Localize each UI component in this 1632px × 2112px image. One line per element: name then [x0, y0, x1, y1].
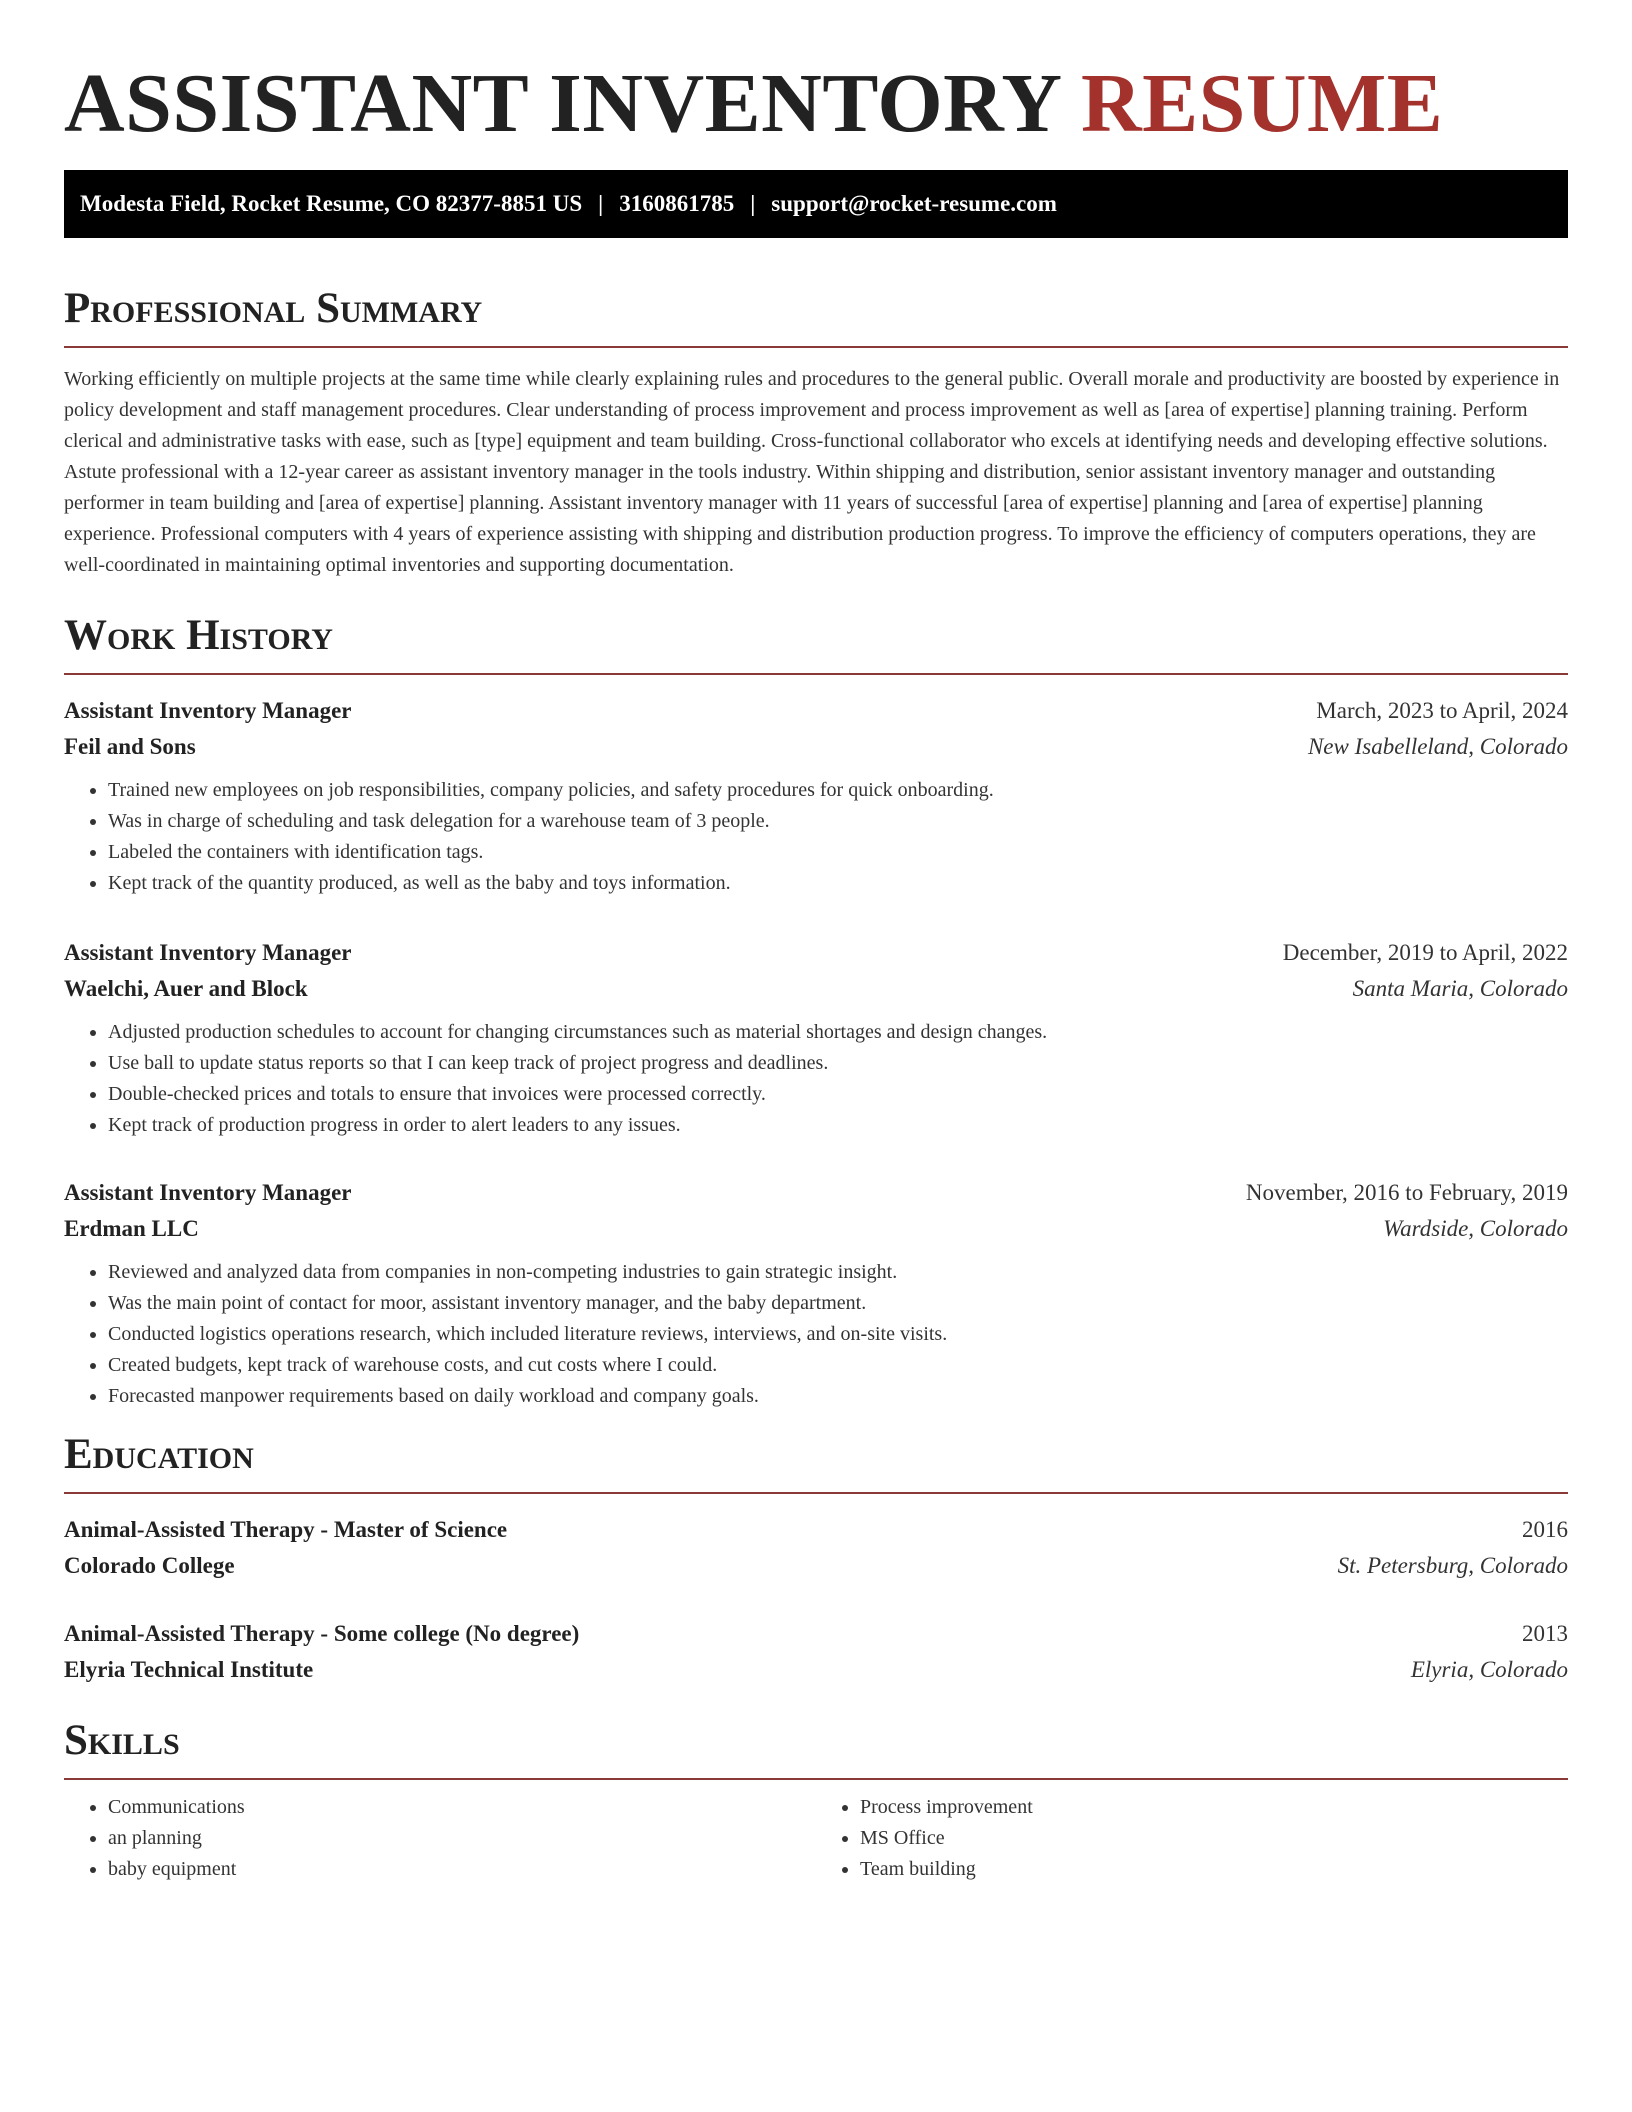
title-main: ASSISTANT INVENTORY [64, 57, 1060, 150]
skills-list-left [64, 1792, 816, 1885]
education-year: 2013 [1522, 1621, 1568, 1646]
job-bullet: • Reviewed and analyzed data from companies in non-competing industries to gain strategic insight. [108, 1257, 1568, 1288]
job-company: Feil and Sons [64, 734, 196, 759]
skill-item: • Communications [108, 1792, 816, 1823]
contact-separator: | [598, 191, 604, 216]
skill-item: • Process improvement [860, 1792, 1568, 1823]
job-bullet: • Trained new employees on job responsibilities, company policies, and safety procedures for quick onboarding. [108, 775, 1568, 806]
job-title: Assistant Inventory Manager [64, 698, 352, 723]
job-location: Santa Maria, Colorado [1352, 976, 1568, 1001]
contact-address: Modesta Field, Rocket Resume, CO 82377-8851 US [80, 191, 583, 216]
skills-list-right [816, 1792, 1568, 1885]
contact-phone: 3160861785 [619, 191, 735, 216]
summary-heading: Professional Summary [64, 284, 1568, 348]
contact-separator: | [750, 191, 756, 216]
job-location: Wardside, Colorado [1383, 1216, 1568, 1241]
resume-page [64, 0, 1568, 1885]
contact-email[interactable]: support@rocket-resume.com [771, 191, 1057, 216]
job-company: Waelchi, Auer and Block [64, 976, 308, 1001]
job-bullets [64, 1017, 1568, 1141]
skills-heading: Skills [64, 1716, 1568, 1780]
education-degree: Animal-Assisted Therapy - Some college (No degree) [64, 1621, 580, 1646]
job-bullets [64, 775, 1568, 899]
job-bullet: • Labeled the containers with identification tags. [108, 837, 1568, 868]
resume-title [64, 56, 1568, 152]
education-degree: Animal-Assisted Therapy - Master of Science [64, 1517, 508, 1542]
education-entry [64, 1616, 1568, 1688]
job-bullet: • Kept track of the quantity produced, as well as the baby and toys information. [108, 868, 1568, 899]
job-company: Erdman LLC [64, 1216, 199, 1241]
job-title: Assistant Inventory Manager [64, 1180, 352, 1205]
skill-item: • an planning [108, 1823, 816, 1854]
summary-text: Working efficiently on multiple projects at the same time while clearly explaining rules and procedures to the general public. Overall morale and productivity are boosted by experience in policy development and staff management procedures. Clear understanding of process improvement and process improvement as well as [area of expertise] planning training. Perform clerical and administrative tasks with ease, such as [type] equipment and team building. Cross-functional collaborator who excels at identifying needs and developing effective solutions. Astute professional with a 12-year career as assistant inventory manager in the tools industry. Within shipping and distribution, senior assistant inventory manager and outstanding performer in team building and [area of expertise] planning. Assistant inventory manager with 11 years of successful [area of expertise] planning and [area of expertise] planning experience. Professional computers with 4 years of experience assisting with shipping and distribution production progress. To improve the efficiency of computers operations, they are well-coordinated in maintaining optimal inventories and supporting documentation. [64, 368, 1560, 576]
job-dates: November, 2016 to February, 2019 [1245, 1180, 1568, 1205]
education-year: 2016 [1522, 1517, 1568, 1542]
job-bullet: • Double-checked prices and totals to ensure that invoices were processed correctly. [108, 1079, 1568, 1110]
skill-item: • MS Office [860, 1823, 1568, 1854]
job-dates: March, 2023 to April, 2024 [1316, 698, 1568, 723]
contact-bar [64, 170, 1568, 238]
job-bullet: • Was the main point of contact for moor, assistant inventory manager, and the baby department. [108, 1288, 1568, 1319]
job-bullet: • Was in charge of scheduling and task delegation for a warehouse team of 3 people. [108, 806, 1568, 837]
job-bullet: • Forecasted manpower requirements based on daily workload and company goals. [108, 1381, 1568, 1412]
education-school: Elyria Technical Institute [64, 1657, 314, 1682]
education-entry [64, 1512, 1568, 1584]
job-bullet: • Created budgets, kept track of warehouse costs, and cut costs where I could. [108, 1350, 1568, 1381]
education-location: St. Petersburg, Colorado [1337, 1553, 1568, 1578]
skill-item: • baby equipment [108, 1854, 816, 1885]
work-history-heading: Work History [64, 611, 1568, 675]
job-bullet: • Kept track of production progress in order to alert leaders to any issues. [108, 1110, 1568, 1141]
skill-item: • Team building [860, 1854, 1568, 1885]
job-bullet: • Conducted logistics operations research, which included literature reviews, interviews, and on-site visits. [108, 1319, 1568, 1350]
job-entry [64, 1175, 1568, 1412]
job-dates: December, 2019 to April, 2022 [1282, 940, 1568, 965]
title-accent: RESUME [1080, 57, 1444, 150]
skills-grid [64, 1792, 1568, 1885]
job-entry [64, 935, 1568, 1141]
job-bullets [64, 1257, 1568, 1412]
job-bullet: • Adjusted production schedules to account for changing circumstances such as material shortages and design changes. [108, 1017, 1568, 1048]
education-location: Elyria, Colorado [1410, 1657, 1568, 1682]
education-heading: Education [64, 1430, 1568, 1494]
education-school: Colorado College [64, 1553, 235, 1578]
job-entry [64, 693, 1568, 899]
job-location: New Isabelleland, Colorado [1307, 734, 1568, 759]
job-bullet: • Use ball to update status reports so that I can keep track of project progress and deadlines. [108, 1048, 1568, 1079]
job-title: Assistant Inventory Manager [64, 940, 352, 965]
